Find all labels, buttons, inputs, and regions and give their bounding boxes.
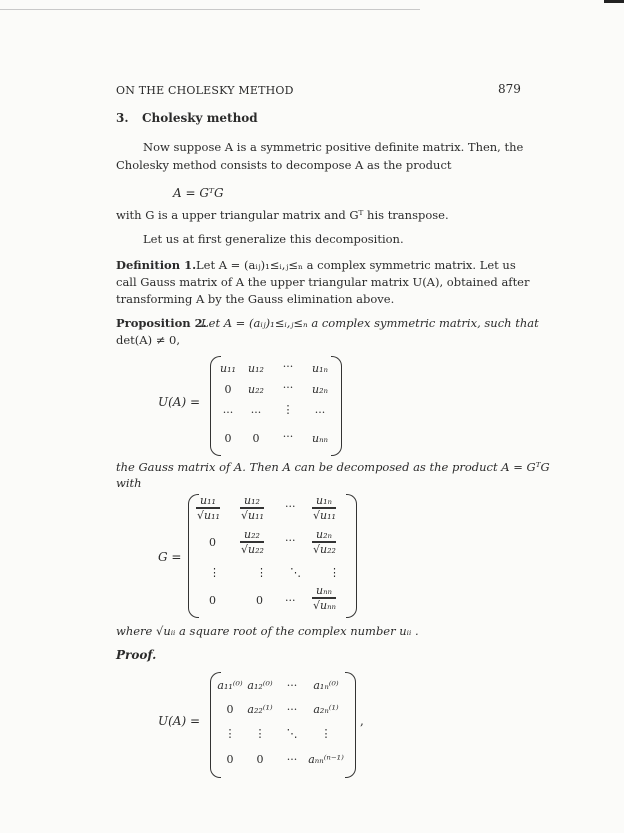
after-u-line-2: with bbox=[116, 476, 142, 490]
section-title: Cholesky method bbox=[142, 111, 258, 125]
proposition-line-1: Let A = (aᵢⱼ)₁≤ᵢ,ⱼ≤ₙ a complex symmetric matrix, such that bbox=[201, 316, 539, 330]
g-cell: ··· bbox=[285, 500, 296, 513]
u-cell: 0 bbox=[252, 432, 260, 445]
g-matrix-lhs: G = bbox=[158, 550, 182, 564]
ua-matrix-trailing-comma: , bbox=[360, 714, 364, 728]
ua-matrix-lhs: U(A) = bbox=[158, 714, 201, 728]
ua-cell: a₂₂⁽¹⁾ bbox=[247, 703, 273, 716]
u-cell: 0 bbox=[224, 432, 232, 445]
g-cell: 0 bbox=[209, 536, 216, 549]
g-cell: $\frac{\text{u₁ₙ}}{\text{√u₁₁}}$ bbox=[313, 494, 336, 522]
running-title: ON THE CHOLESKY METHOD bbox=[116, 84, 294, 97]
ua-cell: ⋮ bbox=[320, 727, 332, 740]
u-cell: ⋮ bbox=[282, 403, 294, 416]
page-number: 879 bbox=[498, 82, 521, 96]
u-cell: u₂ₙ bbox=[312, 383, 328, 396]
u-cell: ··· bbox=[282, 360, 294, 373]
u-cell: u₂₂ bbox=[248, 383, 264, 396]
scan-top-line bbox=[0, 9, 420, 10]
scan-edge-mark bbox=[604, 0, 624, 3]
definition-label: Definition 1. bbox=[116, 258, 197, 272]
paragraph-1-line-1: Now suppose A is a symmetric positive definite matrix. Then, the bbox=[143, 140, 524, 154]
u-cell: ··· bbox=[222, 406, 234, 419]
section-number: 3. bbox=[116, 111, 129, 125]
ua-matrix-right-bracket bbox=[345, 672, 356, 778]
u-cell: ··· bbox=[282, 381, 294, 394]
g-cell: 0 bbox=[256, 594, 263, 607]
ua-cell: ··· bbox=[286, 679, 298, 692]
u-cell: u₁ₙ bbox=[312, 362, 328, 375]
equation-cholesky: A = GᵀG bbox=[173, 186, 224, 200]
u-cell: u₁₁ bbox=[220, 362, 236, 375]
definition-line-2: call Gauss matrix of A the upper triangular matrix U(A), obtained after bbox=[116, 275, 530, 289]
g-cell: ··· bbox=[285, 594, 296, 607]
g-cell: $\frac{\text{u₁₂}}{\text{√u₁₁}}$ bbox=[241, 494, 264, 522]
ua-cell: a₁ₙ⁽⁰⁾ bbox=[313, 679, 339, 692]
ua-cell: ··· bbox=[286, 703, 298, 716]
ua-cell: ⋱ bbox=[286, 727, 298, 740]
paragraph-3: Let us at first generalize this decomposition. bbox=[143, 232, 404, 246]
u-cell: uₙₙ bbox=[311, 432, 328, 445]
g-cell: ⋮ bbox=[329, 566, 340, 579]
proposition-label: Proposition 2. bbox=[116, 316, 207, 330]
ua-cell: 0 bbox=[226, 753, 234, 766]
u-cell: 0 bbox=[224, 383, 232, 396]
paragraph-2: with G is a upper triangular matrix and Gᵀ his transpose. bbox=[116, 208, 449, 222]
g-cell: ⋱ bbox=[290, 566, 301, 579]
after-u-line-1: the Gauss matrix of A. Then A can be decomposed as the product A = GᵀG bbox=[116, 460, 550, 474]
definition-line-3: transforming A by the Gauss elimination above. bbox=[116, 292, 395, 306]
proof-label: Proof. bbox=[116, 648, 157, 662]
g-cell: $\frac{\text{u₂ₙ}}{\text{√u₂₂}}$ bbox=[313, 528, 336, 556]
paragraph-1-line-2: Cholesky method consists to decompose A as the product bbox=[116, 158, 452, 172]
g-matrix-right-bracket bbox=[346, 494, 357, 618]
g-cell: 0 bbox=[209, 594, 216, 607]
g-cell: ··· bbox=[285, 534, 296, 547]
ua-cell: 0 bbox=[256, 753, 264, 766]
u-cell: ··· bbox=[314, 406, 326, 419]
g-cell: $\frac{\text{u₁₁}}{\text{√u₁₁}}$ bbox=[197, 494, 220, 522]
u-cell: ··· bbox=[282, 430, 294, 443]
definition-line-1: Let A = (aᵢⱼ)₁≤ᵢ,ⱼ≤ₙ a complex symmetric matrix. Let us bbox=[196, 258, 516, 272]
g-cell: $\frac{\text{u₂₂}}{\text{√u₂₂}}$ bbox=[241, 528, 264, 556]
ua-cell: a₁₁⁽⁰⁾ bbox=[217, 679, 243, 692]
g-cell: ⋮ bbox=[256, 566, 267, 579]
u-matrix-lhs: U(A) = bbox=[158, 395, 201, 409]
ua-cell: 0 bbox=[226, 703, 234, 716]
ua-cell: ⋮ bbox=[254, 727, 266, 740]
proposition-line-2: det(A) ≠ 0, bbox=[116, 333, 180, 347]
where-line: where √uᵢᵢ a square root of the complex number uᵢᵢ . bbox=[116, 624, 419, 638]
ua-cell: a₂ₙ⁽¹⁾ bbox=[313, 703, 339, 716]
ua-cell: a₁₂⁽⁰⁾ bbox=[247, 679, 273, 692]
g-cell: uₙₙ √uₙₙ bbox=[313, 584, 337, 612]
u-cell: ··· bbox=[250, 406, 262, 419]
ua-cell: ⋮ bbox=[224, 727, 236, 740]
g-cell: ⋮ bbox=[209, 566, 220, 579]
ua-cell: ··· bbox=[286, 753, 298, 766]
u-cell: u₁₂ bbox=[248, 362, 264, 375]
ua-cell: aₙₙ⁽ⁿ⁻¹⁾ bbox=[308, 753, 344, 766]
